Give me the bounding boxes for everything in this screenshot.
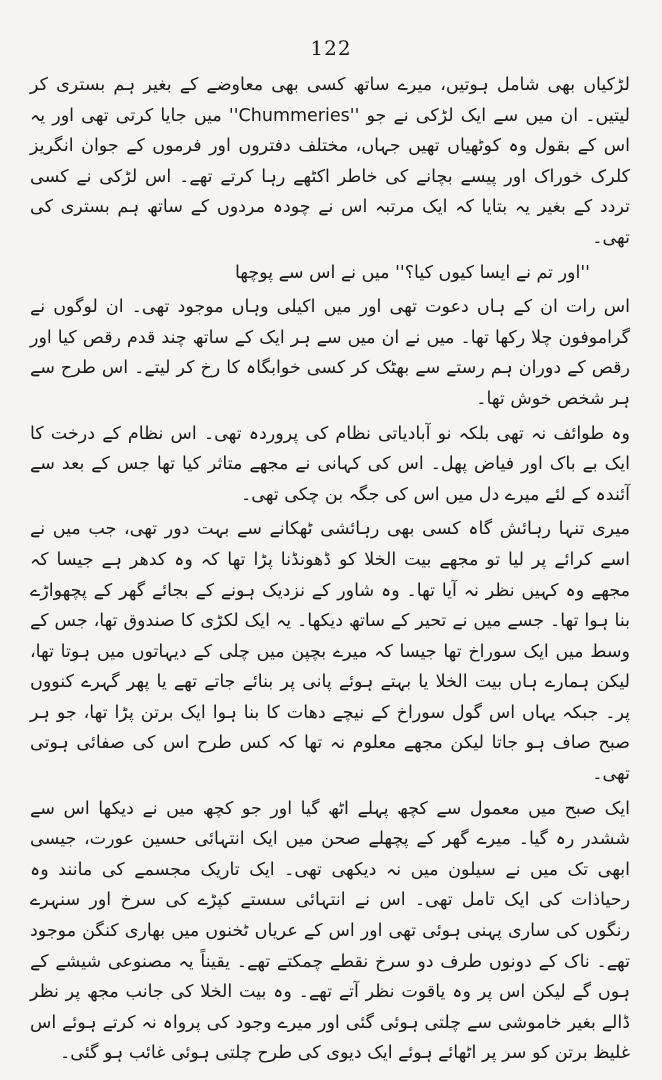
paragraph-6: ایک صبح میں معمول سے کچھ پہلے اٹھ گیا اور جو کچھ میں نے دیکھا اس سے ششدر رہ گیا۔ میرے گھر کے پچھلے صحن میں ایک انتہائی حسین عورت، جیسی ابھی تک میں نے سیلون میں نہ دیکھی تھی۔ ایک تاریک مجسمے کی مانند وہ رحیاذات کی ایک تامل تھی۔ اس نے انتہائی سستے کپڑے کی سرخ اور سنہرے رنگوں کی ساری پہنی ہوئی تھی اور اس کے عریاں ٹخنوں میں بھاری کنگن موجود تھے۔ ناک کے دونوں طرف دو سرخ نقطے چمکتے تھے۔ یقیناً یہ مصنوعی شیشے کے ہوں گے لیکن اس پر وہ یاقوت نظر آتے تھے۔ وہ بیت الخلا کی جانب مجھ پر نظر ڈالے بغیر خاموشی سے چلتی ہوئی گئی اور میرے وجود کی پرواہ نہ کرتے ہوئے اس غلیظ برتن کو سر پر اٹھائے ہوئے ایک دیوی کی طرح چلتی ہوئی غائب ہو گئی۔ (30, 798, 630, 1064)
paragraph-3: اس رات ان کے ہاں دعوت تھی اور میں اکیلی وہاں موجود تھی۔ ان لوگوں نے گراموفون چلا رکھا تھا۔ میں نے ان میں سے ہر ایک کے ساتھ چند قدم رقص کیا اور رقص کے دوران ہم رستے سے بھٹک کر کسی خوابگاہ کا رخ کر لیتے۔ اس طرح سے ہر شخص خوش تھا۔ (30, 297, 630, 409)
body-text (30, 70, 630, 1069)
paragraph-1: لڑکیاں بھی شامل ہوتیں، میرے ساتھ کسی بھی معاوضے کے بغیر ہم بستری کر لیتیں۔ ان میں سے ایک لڑکی نے جو ''Chummeries'' میں جایا کرتی تھی اور یہ اس کے بقول وہ کوٹھیاں تھیں جہاں، مختلف دفتروں اور فرموں کے جوان انگریز کلرک خوراک اور پیسے بچانے کی خاطر اکٹھے رہا کرتے تھے۔ اس لڑکی نے کسی تردد کے بغیر یہ بتایا کہ ایک مرتبہ اس نے چودہ مردوں کے ساتھ ہم بستری کی تھی۔ (30, 75, 631, 248)
paragraph-5: میری تنہا رہائش گاہ کسی بھی رہائشی ٹھکانے سے بہت دور تھی، جب میں نے اسے کرائے پر لیا تو مجھے بیت الخلا کو ڈھونڈنا پڑا تھا کہ وہ کدھر ہے جیسا کہ مجھے وہ کہیں نظر نہ آیا تھا۔ وہ شاور کے نزدیک ہونے کے بجائے گھر کے پچھواڑے بنا ہوا تھا۔ جسے میں نے تحیر کے ساتھ دیکھا۔ یہ ایک لکڑی کا صندوق تھا، جس کے وسط میں ایک سوراخ تھا جیسا کہ میرے بچپن میں چلی کے دیہاتوں میں ہوتا تھا، لیکن ہمارے ہاں بیت الخلا یا بہتے ہوئے پانی پر بنائے جاتے تھے یا پھر گہرے کنووں پر۔ جبکہ یہاں اس گول سوراخ کے نیچے دھات کا بنا ہوا ایک برتن پڑا تھا، جو ہر صبح صاف ہو جاتا لیکن مجھے معلوم نہ تھا کہ کس طرح اس کی صفائی ہوتی تھی۔ (30, 519, 630, 785)
paragraph-4: وہ طوائف نہ تھی بلکہ نو آبادیاتی نظام کی پروردہ تھی۔ اس نظام کے درخت کا ایک بے باک اور فیاض پھل۔ اس کی کہانی نے مجھے متاثر کیا تھا جس کے بعد سے آئندہ کے لئے میرے دل میں اس کی جگہ بن چکی تھی۔ (30, 423, 630, 505)
paragraph-2: ''اور تم نے ایسا کیوں کیا؟'' میں نے اس سے پوچھا (234, 262, 590, 283)
page-number: 122 (310, 36, 352, 60)
